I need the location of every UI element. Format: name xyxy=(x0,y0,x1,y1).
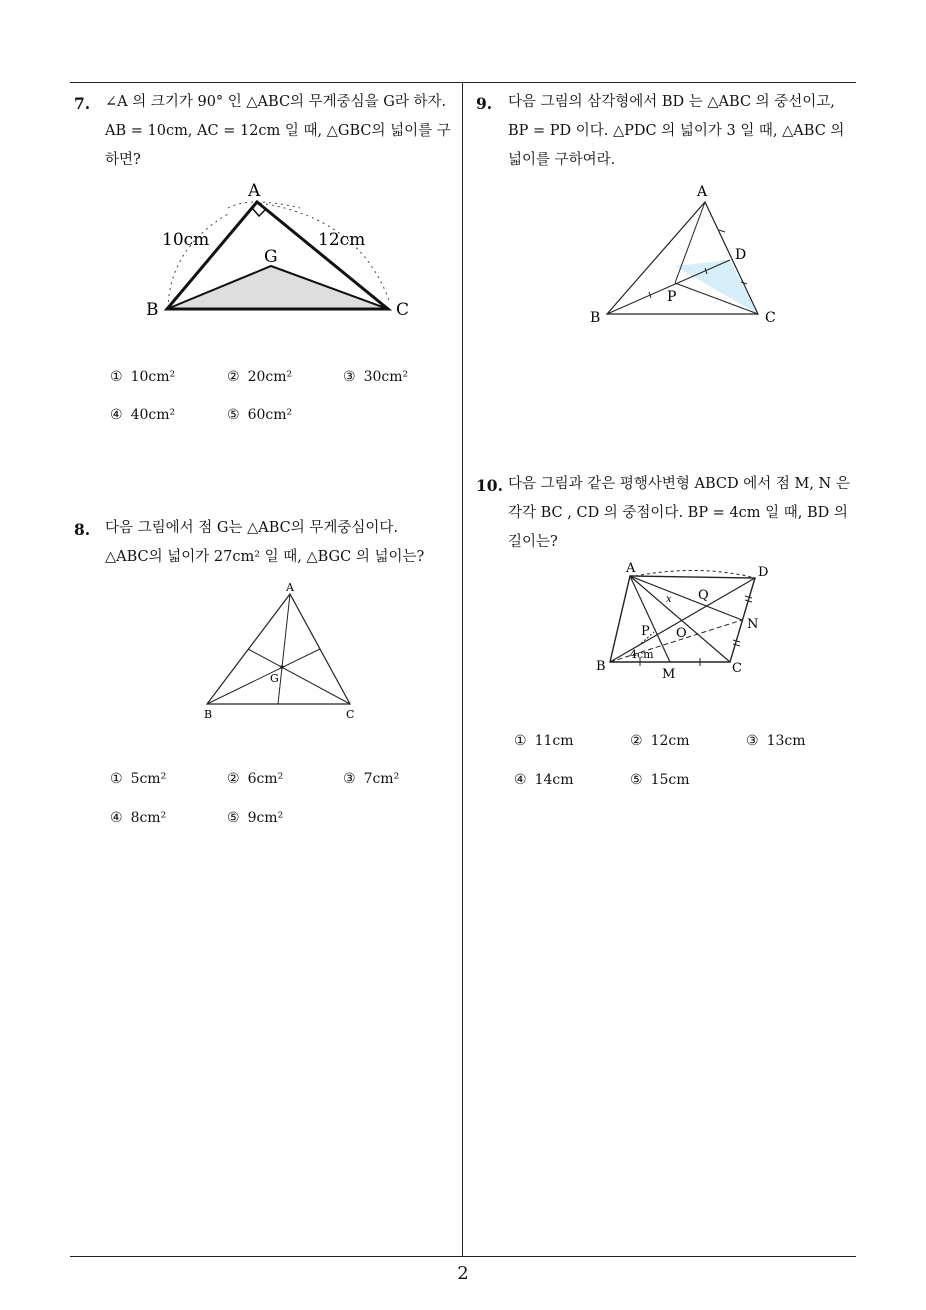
q7-line2-text: AB = 10cm, AC = 12cm 일 때, △GBC의 넓이를 구 xyxy=(105,123,451,139)
q8-choice-4-text: 8cm² xyxy=(130,810,167,826)
q8-point-g xyxy=(280,665,284,669)
q10-choice-5[interactable] xyxy=(630,772,690,788)
q10-choice-2-mark: ② xyxy=(630,733,643,749)
q7-choice-3-mark: ③ xyxy=(343,369,356,385)
q9-label-b: B xyxy=(590,310,601,326)
q10-tick-nc-2 xyxy=(733,644,740,646)
q8-triangle-abc xyxy=(207,594,350,704)
q7-choice-4-mark: ④ xyxy=(110,407,123,423)
q8-choice-3-mark: ③ xyxy=(343,771,356,787)
q10-choice-4[interactable] xyxy=(514,772,574,788)
q8-choice-4-mark: ④ xyxy=(110,810,123,826)
q8-choice-5-mark: ⑤ xyxy=(227,810,240,826)
page-number: 2 xyxy=(457,1263,469,1284)
question-10-number: 10. xyxy=(476,476,503,495)
q9-tick-ad xyxy=(719,230,725,232)
q10-label-bp: 4cm xyxy=(630,648,654,661)
question-10-text xyxy=(508,470,860,557)
q7-line1-text: ∠A 의 크기가 90° 인 △ABC의 무게중심을 G라 하자. xyxy=(105,94,447,110)
question-8-line-1: 다음 그림에서 점 G는 △ABC의 무게중심이다. xyxy=(105,520,398,536)
q9-label-d: D xyxy=(735,247,747,263)
q7-choice-2-mark: ② xyxy=(227,369,240,385)
question-8-text xyxy=(105,514,457,572)
q10-label-q: Q xyxy=(698,588,709,603)
q7-choice-5-text: 60cm² xyxy=(247,407,293,423)
q7-label-g: G xyxy=(264,247,278,267)
q7-right-angle-mark xyxy=(252,208,265,216)
q8-label-c: C xyxy=(346,708,355,721)
question-9-line-3: 넓이를 구하여라. xyxy=(508,152,616,168)
question-7-figure xyxy=(140,178,430,323)
question-10-line-3: 길이는? xyxy=(508,534,558,550)
q10-choice-2-text: 12cm xyxy=(650,733,690,749)
q10-choice-3[interactable] xyxy=(746,733,806,749)
q9-label-a: A xyxy=(697,184,708,200)
q8-choice-3-text: 7cm² xyxy=(363,771,400,787)
q8-label-a: A xyxy=(286,581,294,594)
q7-choice-2[interactable] xyxy=(227,369,292,385)
q8-median-a xyxy=(278,594,290,704)
q8-choice-5[interactable] xyxy=(227,810,283,826)
q10-choice-5-text: 15cm xyxy=(650,772,690,788)
q8-choice-1-mark: ① xyxy=(110,771,123,787)
q8-choice-2-text: 6cm² xyxy=(247,771,284,787)
q7-choice-3-text: 30cm² xyxy=(363,369,409,385)
q10-choice-4-mark: ④ xyxy=(514,772,527,788)
question-10-line-2: 각각 BC , CD 의 중점이다. BP = 4cm 일 때, BD 의 xyxy=(508,505,848,521)
question-10-line-1: 다음 그림과 같은 평행사변형 ABCD 에서 점 M, N 은 xyxy=(508,476,850,492)
question-9-number: 9. xyxy=(476,94,493,113)
column-divider xyxy=(462,82,463,1257)
question-7-line-1 xyxy=(105,88,457,117)
q8-label-b: B xyxy=(204,708,213,721)
question-9-line-2: BP = PD 이다. △PDC 의 넓이가 3 일 때, △ABC 의 xyxy=(508,123,845,139)
q9-label-c: C xyxy=(765,310,776,326)
q8-choice-4[interactable] xyxy=(110,810,166,826)
q8-choice-3[interactable] xyxy=(343,771,399,787)
q7-choice-3[interactable] xyxy=(343,369,408,385)
q10-label-x: x xyxy=(666,594,672,605)
q10-choice-1-mark: ① xyxy=(514,733,527,749)
q10-choice-2[interactable] xyxy=(630,733,690,749)
q10-choice-1[interactable] xyxy=(514,733,574,749)
q10-choice-4-text: 14cm xyxy=(534,772,574,788)
q10-label-a: A xyxy=(626,561,636,576)
question-9-text xyxy=(508,88,860,175)
q8-choice-2-mark: ② xyxy=(227,771,240,787)
question-7-number: 7. xyxy=(74,94,91,113)
q8-choice-5-text: 9cm² xyxy=(247,810,284,826)
q7-label-a: A xyxy=(248,181,261,201)
q8-choice-1[interactable] xyxy=(110,771,166,787)
q10-label-b: B xyxy=(596,659,606,674)
question-8-figure xyxy=(200,580,365,725)
q10-label-o: O xyxy=(676,626,687,641)
q7-choice-1-text: 10cm² xyxy=(130,369,176,385)
q10-label-n: N xyxy=(747,617,759,632)
q7-choice-1[interactable] xyxy=(110,369,175,385)
top-rule xyxy=(70,82,856,83)
q7-triangle-gbc xyxy=(167,266,388,309)
q7-label-ac: 12cm xyxy=(318,230,366,250)
question-9-figure xyxy=(585,180,785,330)
q8-choice-1-text: 5cm² xyxy=(130,771,167,787)
q10-choice-5-mark: ⑤ xyxy=(630,772,643,788)
q10-label-m: M xyxy=(662,667,676,682)
q7-choice-5[interactable] xyxy=(227,407,292,423)
q7-choice-2-text: 20cm² xyxy=(247,369,293,385)
q7-label-c: C xyxy=(396,300,410,320)
question-7-text xyxy=(105,88,457,175)
q10-label-p: P xyxy=(641,624,650,639)
q10-choice-3-mark: ③ xyxy=(746,733,759,749)
question-8-line-2: △ABC의 넓이가 27cm² 일 때, △BGC 의 넓이는? xyxy=(105,549,425,565)
question-10-figure xyxy=(590,558,790,688)
question-9-line-1: 다음 그림의 삼각형에서 BD 는 △ABC 의 중선이고, xyxy=(508,94,835,110)
question-7-line-3: 하면? xyxy=(105,152,141,168)
q10-label-c: C xyxy=(732,661,742,676)
q7-label-b: B xyxy=(146,300,159,320)
bottom-rule xyxy=(70,1256,856,1257)
q10-choice-3-text: 13cm xyxy=(766,733,806,749)
q8-label-g: G xyxy=(270,672,279,685)
q7-choice-4[interactable] xyxy=(110,407,175,423)
question-8-number: 8. xyxy=(74,520,91,539)
q7-choice-5-mark: ⑤ xyxy=(227,407,240,423)
q7-label-ab: 10cm xyxy=(162,230,210,250)
q10-choice-1-text: 11cm xyxy=(534,733,574,749)
q7-choice-4-text: 40cm² xyxy=(130,407,176,423)
q9-label-p: P xyxy=(667,289,677,305)
q8-choice-2[interactable] xyxy=(227,771,283,787)
q10-label-d: D xyxy=(758,565,769,580)
q7-choice-1-mark: ① xyxy=(110,369,123,385)
question-7-line-2 xyxy=(105,117,457,146)
